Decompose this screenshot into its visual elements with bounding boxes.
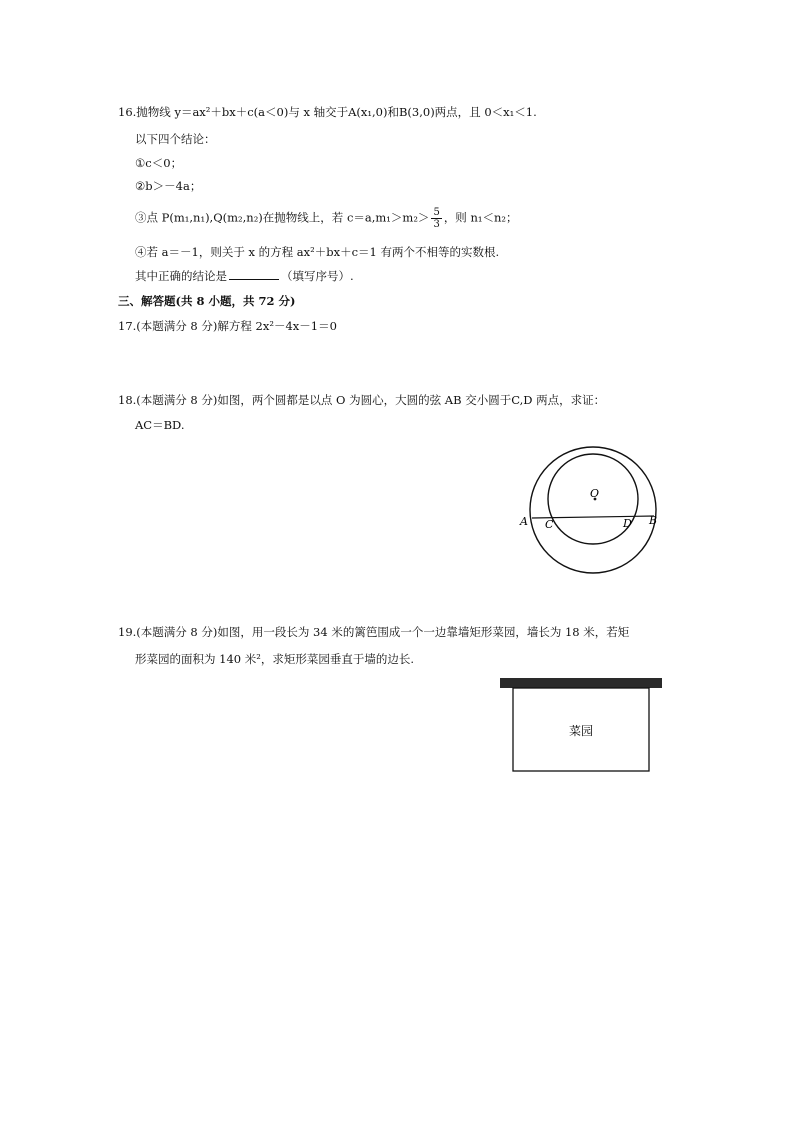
label-b: B	[649, 514, 658, 527]
label-a: A	[520, 515, 528, 528]
vegetable-garden-figure	[498, 676, 664, 774]
q16-conclusion-3	[135, 207, 518, 230]
q16-stem: 16.抛物线 y＝ax²＋bx＋c(a＜0)与 x 轴交于A(x₁,0)和B(3,0)两点，且 0＜x₁＜1.	[118, 105, 537, 119]
label-o: O	[590, 487, 600, 500]
garden-label: 菜园	[568, 724, 594, 738]
q16-answer-line	[135, 268, 354, 284]
fraction-numerator: 5	[433, 207, 440, 218]
q19-line-1: 19.(本题满分 8 分)如图，用一段长为 34 米的篱笆围成一个一边靠墙矩形菜园，墙长为 18 米，若矩	[118, 625, 630, 639]
q16-conclusion-2: ②b＞－4a；	[135, 179, 202, 193]
q16-conclusion-1: ①c＜0；	[135, 156, 183, 170]
wall	[500, 678, 662, 688]
q16-answer-prefix: 其中正确的结论是	[135, 269, 227, 283]
q16-intro: 以下四个结论：	[135, 132, 216, 146]
fraction-five-thirds	[431, 207, 441, 230]
q18-line-1: 18.(本题满分 8 分)如图，两个圆都是以点 O 为圆心，大圆的弦 AB 交小圆于C,D 两点，求证：	[118, 393, 606, 407]
q16-answer-suffix: （填写序号）.	[281, 269, 354, 283]
answer-blank[interactable]	[229, 268, 279, 280]
q16-conclusion-4: ④若 a＝－1，则关于 x 的方程 ax²＋bx＋c＝1 有两个不相等的实数根.	[135, 245, 500, 259]
q16-conclusion-3-text: ③点 P(m₁,n₁),Q(m₂,n₂)在抛物线上，若 c＝a,m₁＞m₂＞	[135, 210, 430, 225]
q17-text: 17.(本题满分 8 分)解方程 2x²－4x－1＝0	[118, 319, 337, 333]
label-d: D	[623, 517, 632, 530]
q16-conclusion-3-tail: ，则 n₁＜n₂；	[443, 210, 518, 225]
q18-line-2: AC＝BD.	[135, 418, 185, 432]
q19-line-2: 形菜园的面积为 140 米²，求矩形菜园垂直于墙的边长.	[135, 652, 415, 666]
fraction-denominator: 3	[433, 219, 440, 230]
section-3-heading: 三、解答题(共 8 小题，共 72 分)	[118, 294, 296, 308]
label-c: C	[545, 518, 554, 531]
concentric-circles-figure	[512, 446, 672, 576]
